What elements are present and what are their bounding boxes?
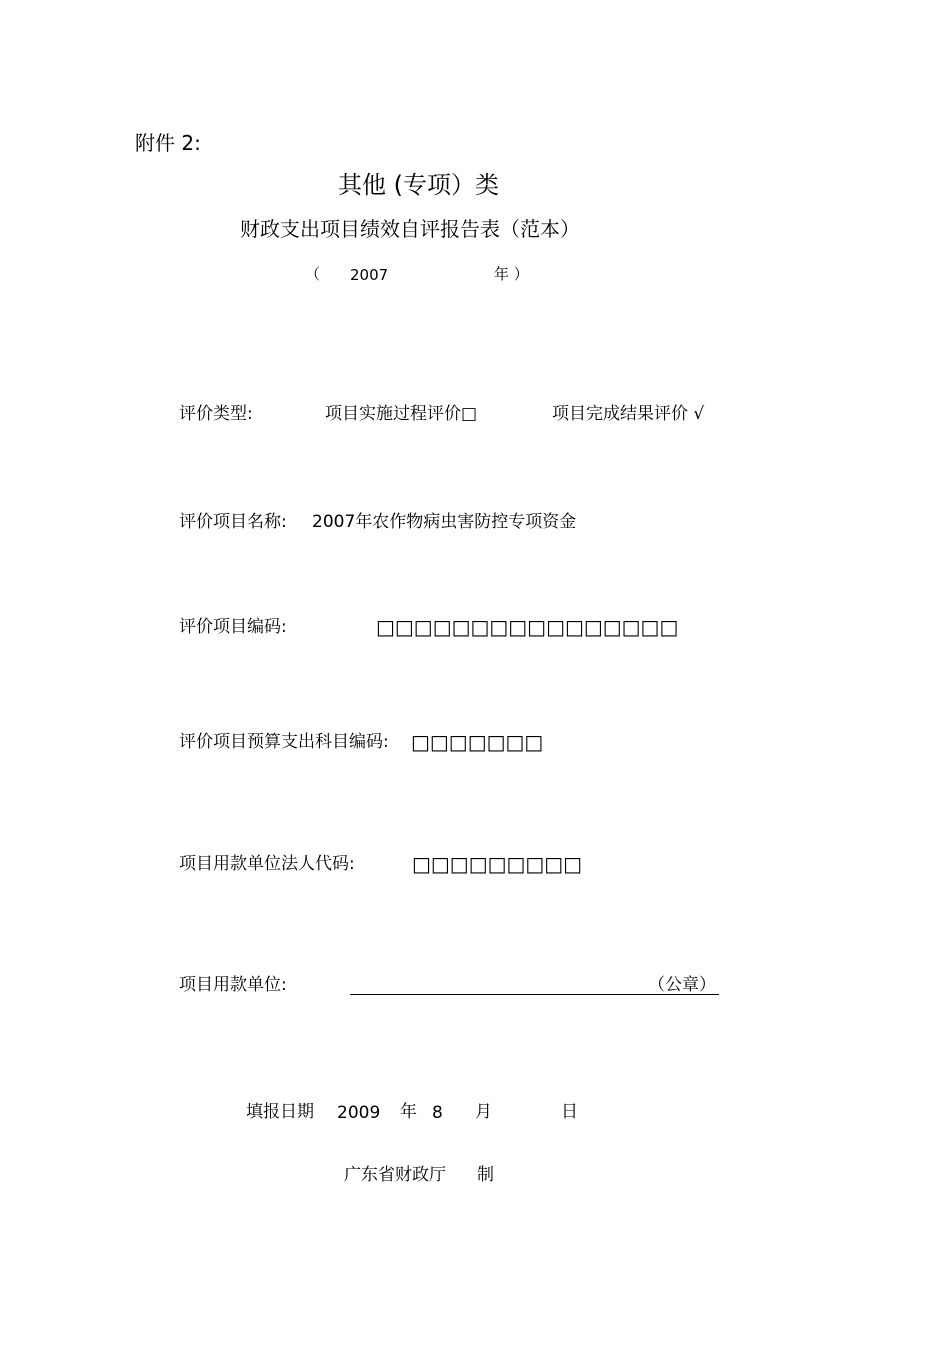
- attachment-label: 附件 2:: [135, 131, 201, 155]
- legal-code-boxes[interactable]: □□□□□□□□□: [412, 852, 583, 876]
- date-label: 填报日期: [246, 1102, 314, 1122]
- year-open-paren: （: [305, 265, 321, 283]
- date-year-unit: 年: [400, 1102, 417, 1122]
- budget-code-label: 评价项目预算支出科目编码:: [179, 732, 389, 752]
- page-title: 其他 (专项）类: [338, 171, 499, 199]
- project-code-label: 评价项目编码:: [179, 617, 287, 637]
- budget-code-boxes[interactable]: □□□□□□□: [411, 730, 544, 754]
- project-name-label: 评价项目名称:: [179, 512, 287, 532]
- date-day-unit: 日: [561, 1102, 578, 1122]
- eval-type-result-option[interactable]: 项目完成结果评价 √: [552, 404, 705, 424]
- eval-type-process-option[interactable]: 项目实施过程评价□: [325, 404, 478, 424]
- year-suffix: 年 ）: [494, 265, 529, 283]
- unit-label: 项目用款单位:: [179, 975, 287, 995]
- date-month: 8: [432, 1103, 443, 1123]
- legal-code-label: 项目用款单位法人代码:: [179, 854, 355, 874]
- issuer-name: 广东省财政厅: [344, 1165, 446, 1185]
- unit-seal-text: （公章）: [648, 975, 716, 995]
- project-code-boxes[interactable]: □□□□□□□□□□□□□□□□: [376, 615, 679, 639]
- report-year: 2007: [350, 266, 389, 284]
- date-month-unit: 月: [475, 1102, 492, 1122]
- issuer-suffix: 制: [477, 1165, 494, 1185]
- page-subtitle: 财政支出项目绩效自评报告表（范本）: [240, 217, 580, 241]
- project-name-value: 2007年农作物病虫害防控专项资金: [312, 512, 577, 532]
- eval-type-label: 评价类型:: [179, 404, 253, 424]
- date-year: 2009: [337, 1103, 381, 1123]
